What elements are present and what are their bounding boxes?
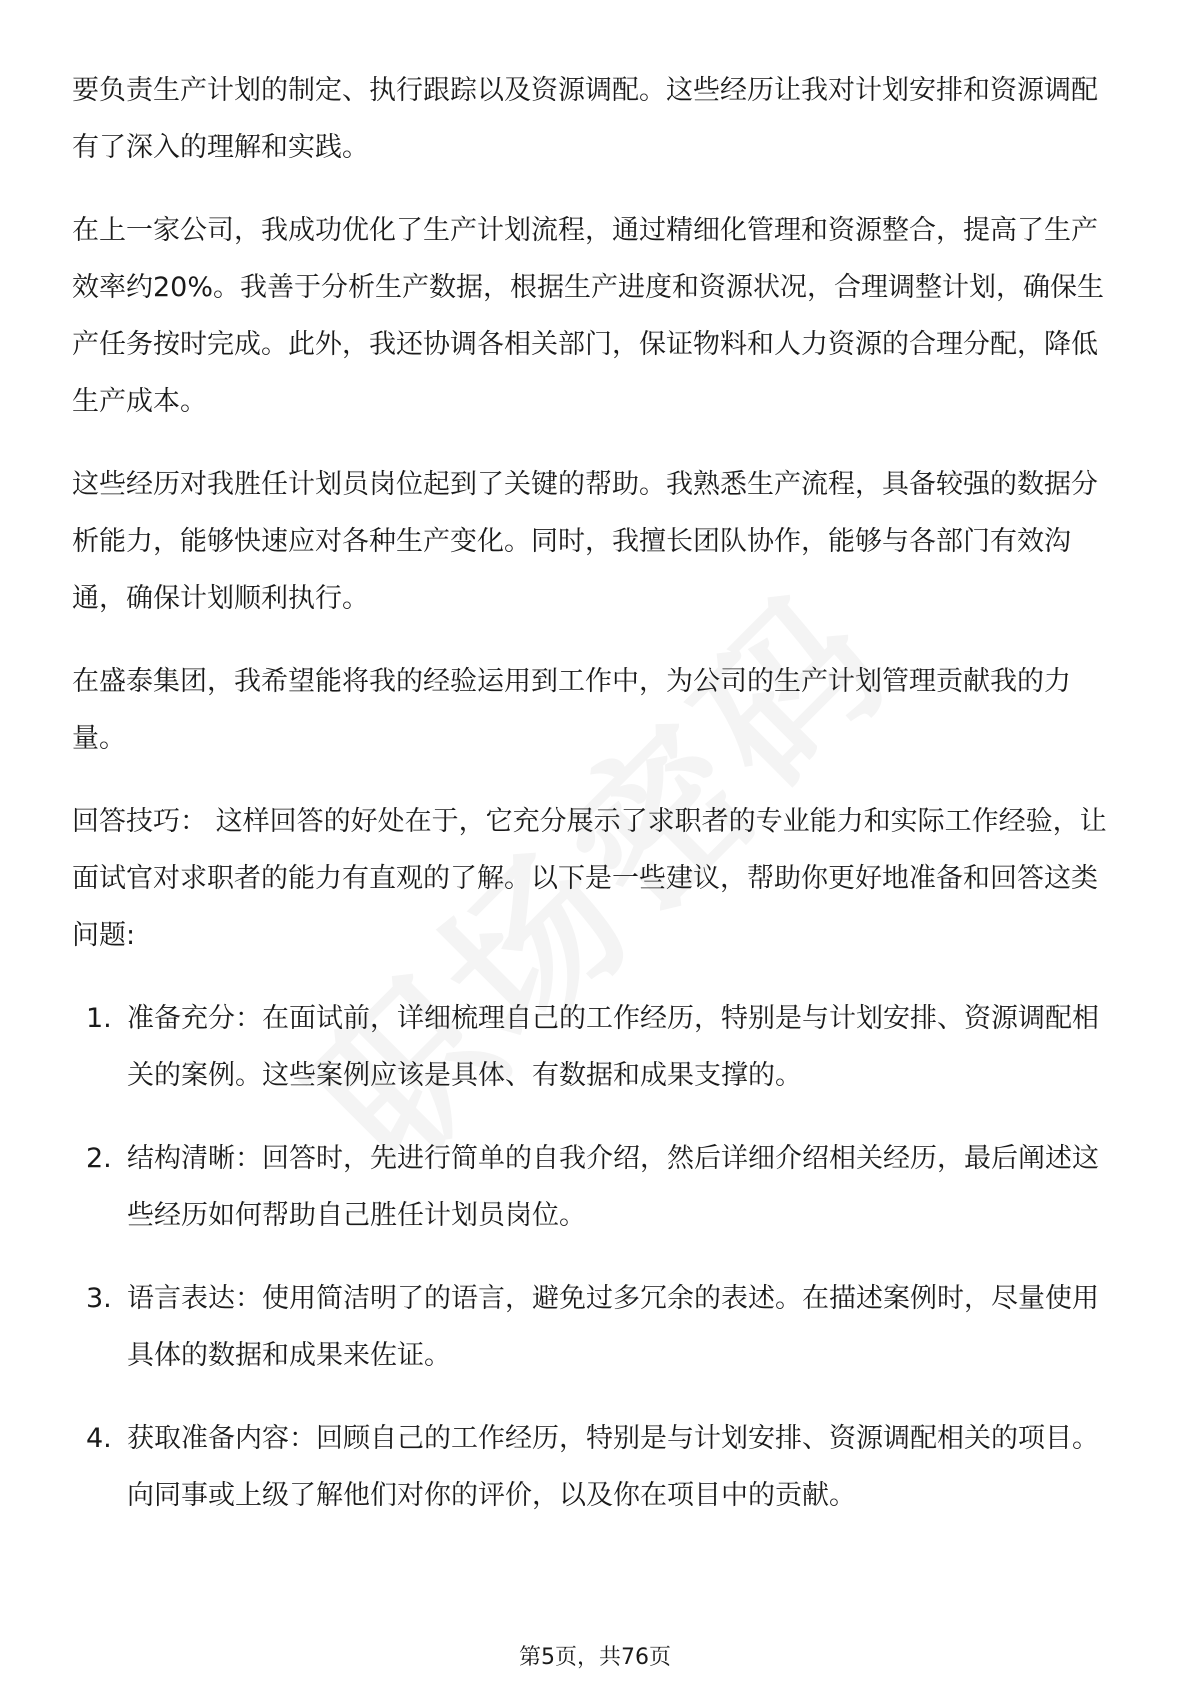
list-item-text: 结构清晰：回答时，先进行简单的自我介绍，然后详细介绍相关经历，最后阐述这些经历如何帮助自己胜任计划员岗位。 — [127, 1143, 1099, 1231]
list-number: 1. — [86, 1003, 112, 1034]
list-item-text: 准备充分：在面试前，详细梳理自己的工作经历，特别是与计划安排、资源调配相关的案例。这些案例应该是具体、有数据和成果支撑的。 — [127, 1003, 1099, 1091]
answer-tips-intro: 回答技巧： 这样回答的好处在于，它充分展示了求职者的专业能力和实际工作经验，让面试官对求职者的能力有直观的了解。以下是一些建议，帮助你更好地准备和回答这类问题: — [72, 806, 1107, 951]
list-number: 4. — [86, 1423, 112, 1454]
list-item-text: 语言表达：使用简洁明了的语言，避免过多冗余的表述。在描述案例时，尽量使用具体的数据和成果来佐证。 — [127, 1283, 1099, 1371]
tips-list — [72, 990, 1118, 1524]
paragraph: 要负责生产计划的制定、执行跟踪以及资源调配。这些经历让我对计划安排和资源调配有了深入的理解和实践。 — [72, 75, 1098, 163]
list-item — [72, 1410, 1118, 1524]
list-item — [72, 990, 1118, 1104]
list-number: 3. — [86, 1283, 112, 1314]
paragraph: 在上一家公司，我成功优化了生产计划流程，通过精细化管理和资源整合，提高了生产效率约20%。我善于分析生产数据，根据生产进度和资源状况，合理调整计划，确保生产任务按时完成。此外，我还协调各相关部门，保证物料和人力资源的合理分配，降低生产成本。 — [72, 215, 1105, 417]
page-number: 第5页，共76页 — [519, 1645, 671, 1670]
list-item — [72, 1270, 1118, 1384]
list-number: 2. — [86, 1143, 112, 1174]
list-item-text: 获取准备内容：回顾自己的工作经历，特别是与计划安排、资源调配相关的项目。向同事或上级了解他们对你的评价，以及你在项目中的贡献。 — [127, 1423, 1099, 1511]
page-footer — [0, 1640, 1190, 1671]
document-body — [72, 62, 1118, 1550]
list-item — [72, 1130, 1118, 1244]
paragraph: 这些经历对我胜任计划员岗位起到了关键的帮助。我熟悉生产流程，具备较强的数据分析能力，能够快速应对各种生产变化。同时，我擅长团队协作，能够与各部门有效沟通，确保计划顺利执行。 — [72, 469, 1098, 614]
paragraph: 在盛泰集团，我希望能将我的经验运用到工作中，为公司的生产计划管理贡献我的力量。 — [72, 666, 1071, 754]
